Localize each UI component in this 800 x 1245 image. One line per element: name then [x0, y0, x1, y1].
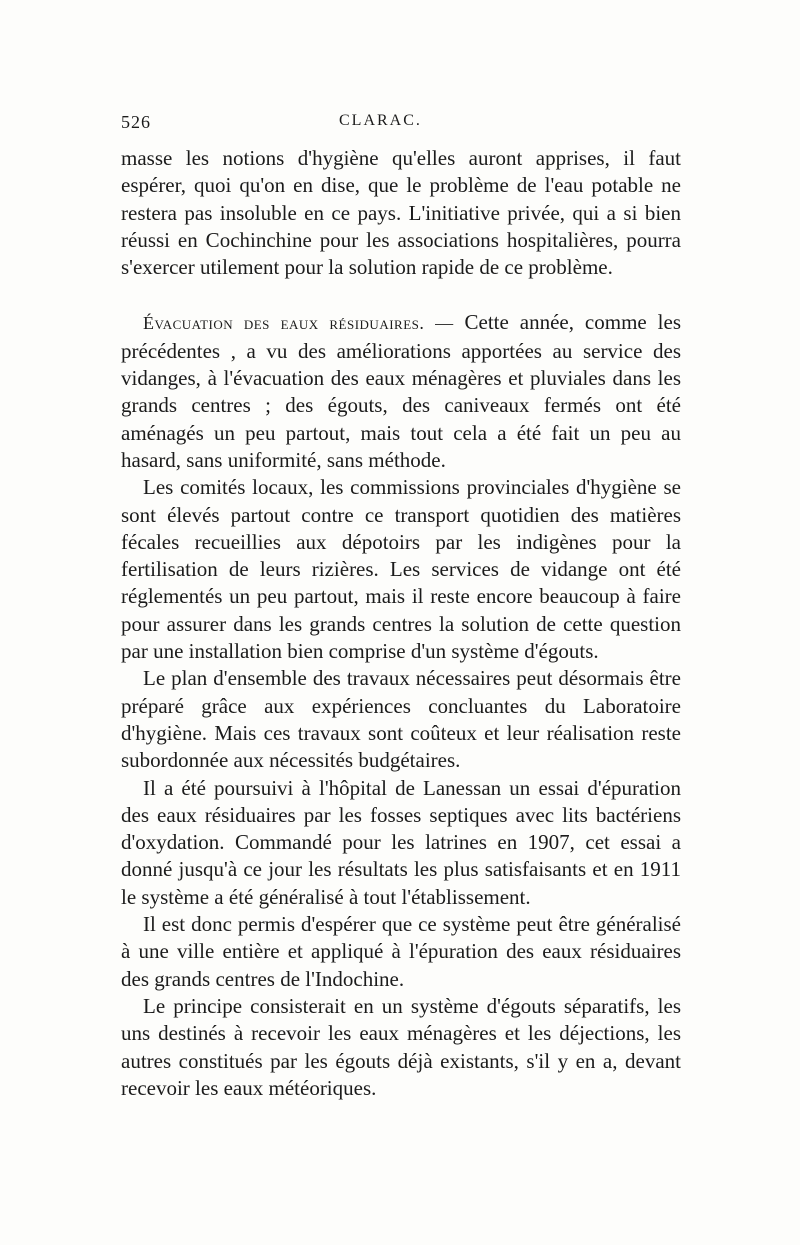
paragraph: Les comités locaux, les commissions provinciales d'hygiène se sont élevés partout contre ce transport quotidien des matières fécales recueillies aux dépotoirs par les indigènes pour la fertilisation de leurs rizières. Les services de vidange ont été réglementés un peu partout, mais il reste encore beaucoup à faire pour assurer dans les grands centres la solution de cette question par une installation bien comprise d'un système d'égouts.	[121, 475, 681, 664]
section-opening-text: Cette année, comme les précédentes , a vu des améliorations apportées au service des vidanges, à l'évacuation des eaux ménagères et pluviales dans les grands centres ; des égouts, des caniveaux fermés ont été aménagés un peu partout, mais tout cela a été fait un peu au hasard, sans uniformité, sans méthode.	[121, 310, 681, 472]
paragraph: Le principe consisterait en un système d'égouts séparatifs, les uns destinés à recevoir les eaux ménagères et les déjections, les autres constitués par les égouts déjà existants, s'il y en a, devant recevoir les eaux météoriques.	[121, 993, 681, 1100]
running-title: CLARAC.	[339, 112, 422, 129]
paragraph-section-opening	[121, 309, 681, 474]
running-head	[121, 112, 681, 138]
paragraph-continued: masse les notions d'hygiène qu'elles auront apprises, il faut espérer, quoi qu'on en dise, que le problème de l'eau potable ne restera pas insoluble en ce pays. L'initiative privée, qui a si bien réussi en Cochinchine pour les associations hospitalières, pourra s'exercer utilement pour la solution rapide de ce problème.	[121, 146, 681, 280]
paragraph: Il est donc permis d'espérer que ce système peut être généralisé à une ville entière et appliqué à l'épuration des eaux résiduaires des grands centres de l'Indochine.	[121, 912, 681, 991]
body-text	[121, 145, 681, 1102]
paragraph: Il a été poursuivi à l'hôpital de Lanessan un essai d'épuration des eaux résiduaires par les fosses septiques avec lits bactériens d'oxydation. Commandé pour les latrines en 1907, cet essai a donné jusqu'à ce jour les résultats les plus satisfaisants et en 1911 le système a été généralisé à tout l'établissement.	[121, 775, 681, 909]
paragraph: Le plan d'ensemble des travaux nécessaires peut désormais être préparé grâce aux expériences concluantes du Laboratoire d'hygiène. Mais ces travaux sont coûteux et leur réalisation reste subordonnée aux nécessités budgétaires.	[121, 666, 681, 773]
section-heading: Évacuation des eaux résiduaires. —	[143, 313, 454, 334]
page-number: 526	[121, 112, 151, 132]
